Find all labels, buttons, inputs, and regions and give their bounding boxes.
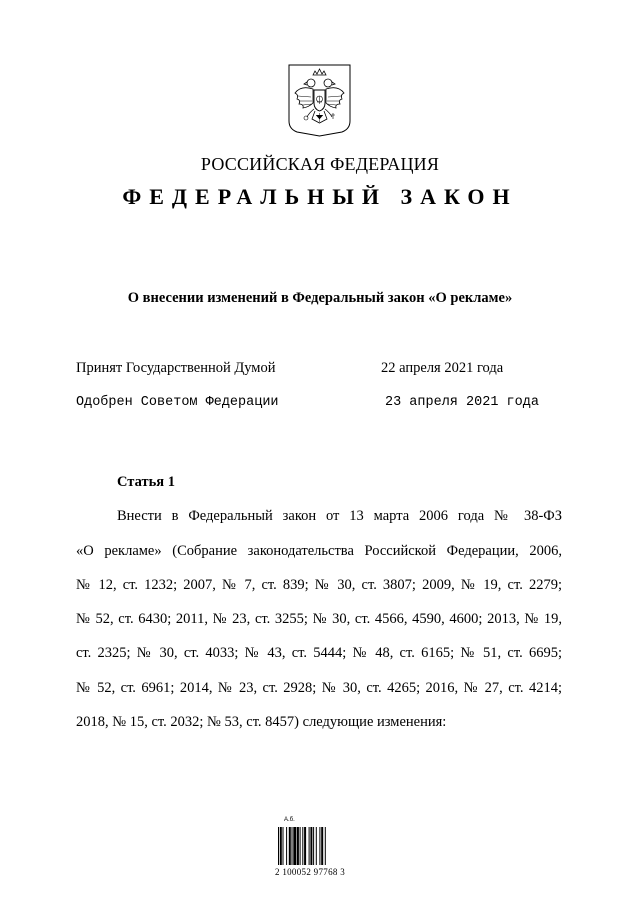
barcode-bar	[289, 827, 291, 865]
adoption-label: Принят Государственной Думой	[76, 360, 276, 376]
barcode-icon	[278, 827, 342, 865]
barcode-bar	[280, 827, 282, 865]
barcode-bar	[310, 827, 312, 865]
adoption-date: 22 апреля 2021 года	[381, 360, 504, 376]
barcode-bar	[313, 827, 314, 865]
barcode-number: 2 100052 97768 3	[274, 867, 346, 877]
barcode-bar	[302, 827, 303, 865]
barcode-bar	[293, 827, 296, 865]
article-line: ст. 2325; № 30, ст. 4033; № 43, ст. 5444; № 48, ст. 6165; № 51, ст. 6695;	[76, 645, 562, 661]
barcode-bar	[278, 827, 279, 865]
barcode-bar	[309, 827, 310, 865]
barcode-bar	[297, 827, 299, 865]
barcode-bar	[321, 827, 323, 865]
article-line: № 52, ст. 6961; 2014, № 23, ст. 2928; № 30, ст. 4265; 2016, № 27, ст. 4214;	[76, 680, 562, 696]
barcode-block	[256, 817, 364, 883]
article-line: № 52, ст. 6430; 2011, № 23, ст. 3255; № 30, ст. 4566, 4590, 4600; 2013, № 19,	[76, 611, 562, 627]
barcode-bar	[304, 827, 306, 865]
barcode-bar	[292, 827, 293, 865]
document-type: ФЕДЕРАЛЬНЫЙ ЗАКОН	[122, 184, 518, 209]
barcode-bar	[300, 827, 301, 865]
barcode-bar	[319, 827, 320, 865]
barcode-caption: А.б.	[284, 817, 295, 823]
approval-label: Одобрен Советом Федерации	[76, 395, 279, 410]
barcode-bar	[316, 827, 317, 865]
approval-date: 23 апреля 2021 года	[385, 395, 539, 410]
barcode-bar	[283, 827, 284, 865]
article-line: 2018, № 15, ст. 2032; № 53, ст. 8457) следующие изменения:	[76, 714, 447, 730]
coat-of-arms-icon	[287, 63, 352, 138]
document-title: О внесении изменений в Федеральный закон «О рекламе»	[127, 290, 513, 306]
article-line: «О рекламе» (Собрание законодательства Российской Федерации, 2006,	[76, 543, 562, 559]
barcode-bar	[286, 827, 287, 865]
article-line: Внести в Федеральный закон от 13 марта 2006 года № 38-ФЗ	[117, 508, 562, 524]
article-line: № 12, ст. 1232; 2007, № 7, ст. 839; № 30, ст. 3807; 2009, № 19, ст. 2279;	[76, 577, 562, 593]
barcode-bar	[325, 827, 326, 865]
country-name: РОССИЙСКАЯ ФЕДЕРАЦИЯ	[200, 154, 440, 174]
article-heading: Статья 1	[117, 474, 175, 490]
